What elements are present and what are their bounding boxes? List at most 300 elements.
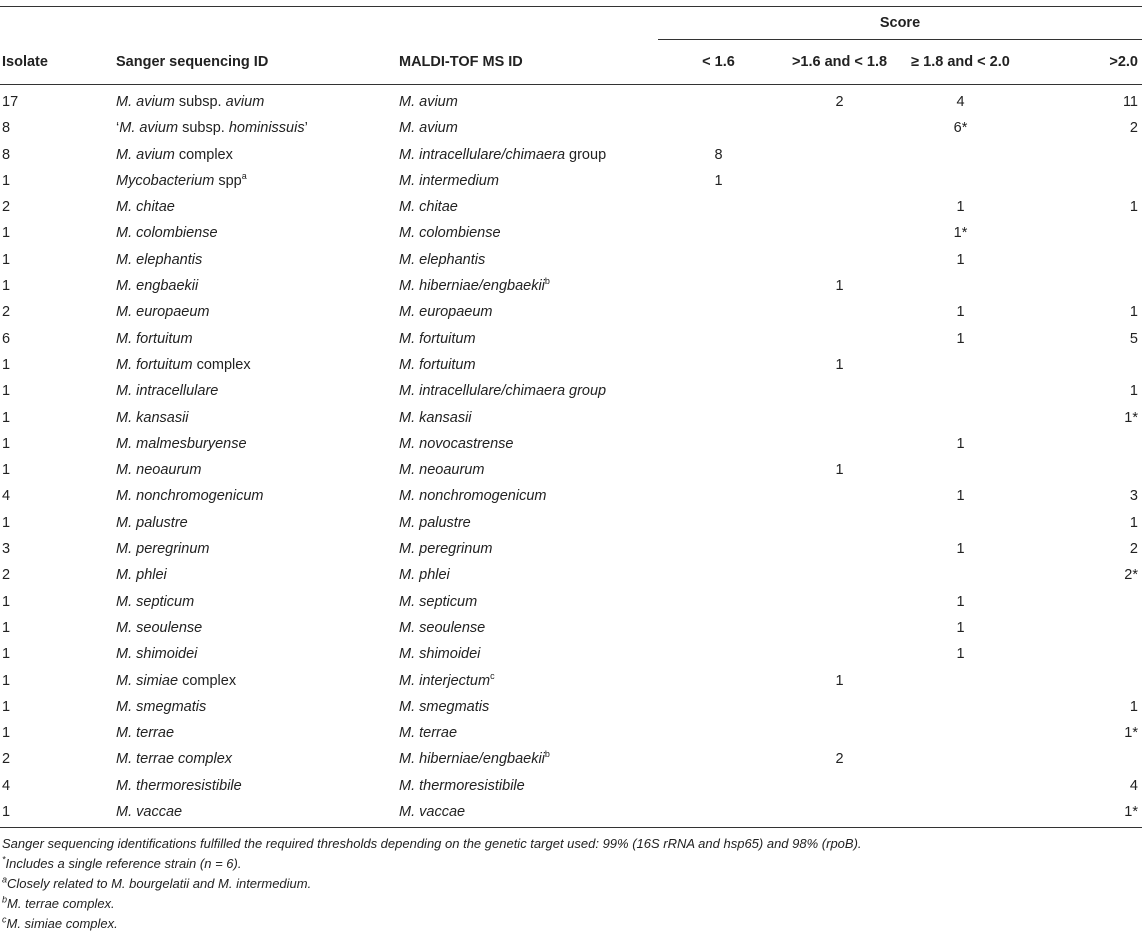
score-18-20-cell: 1 <box>956 304 965 321</box>
score-16-18-cell: 1 <box>835 462 844 479</box>
score-16-18-cell <box>779 615 900 641</box>
text-run: M. fortuitum <box>116 356 193 373</box>
isolate-cell: 4 <box>2 777 11 794</box>
table-footnotes <box>0 834 1142 934</box>
score-gt20-cell <box>1021 142 1142 168</box>
score-lt16-cell <box>658 615 779 641</box>
footnote <box>2 914 1142 934</box>
score-gt20-cell: 3 <box>1129 488 1138 505</box>
text-run: M. novocastrense <box>399 435 514 452</box>
score-gt20-cell: 1* <box>1124 409 1138 426</box>
text-run: M. chitae <box>399 199 458 216</box>
text-run: Sanger sequencing identifications fulfilled the required thresholds depending on the genetic target used: 99% (16S rRNA and hsp65) and 98% (rpoB). <box>2 836 862 852</box>
isolate-cell: 1 <box>2 251 11 268</box>
text-run: M. hiberniae/engbaekii <box>399 751 545 768</box>
isolate-cell: 1 <box>2 646 11 663</box>
score-lt16-cell: 8 <box>714 146 723 163</box>
text-run: M. phlei <box>116 567 167 584</box>
score-18-20-cell: 1 <box>956 593 965 610</box>
score-18-20-cell <box>900 746 1021 772</box>
score-lt16-cell <box>658 720 779 746</box>
text-run: M. avium <box>116 146 175 163</box>
isolate-cell: 1 <box>2 725 11 742</box>
maldi-id-cell <box>399 352 658 378</box>
score-18-20-cell: 1 <box>956 619 965 636</box>
score-18-20-cell: 1 <box>956 646 965 663</box>
score-gt20-cell: 2* <box>1124 567 1138 584</box>
sanger-id-cell <box>116 115 399 141</box>
isolate-cell: 1 <box>2 225 11 242</box>
score-lt16-cell <box>658 194 779 220</box>
table-row <box>0 562 1142 588</box>
table-row <box>0 273 1142 299</box>
text-run: M. intracellulare/chimaera group <box>399 383 607 400</box>
isolate-cell: 1 <box>2 435 11 452</box>
text-run: complex <box>174 146 233 163</box>
text-run: M. nonchromogenicum <box>116 488 264 505</box>
maldi-id-cell <box>399 746 658 772</box>
table-container <box>0 6 1142 934</box>
text-run: M. avium <box>399 120 458 137</box>
sanger-id-cell <box>116 326 399 352</box>
maldi-id-cell <box>399 720 658 746</box>
table-row <box>0 115 1142 141</box>
isolate-cell: 1 <box>2 172 11 189</box>
header-row-score <box>0 7 1142 40</box>
maldi-id-cell <box>399 589 658 615</box>
score-18-20-cell <box>900 168 1021 194</box>
identification-table <box>0 6 1142 828</box>
footnote <box>2 834 1142 854</box>
text-run: M. interjectum <box>399 672 491 689</box>
text-run: M. malmesburyense <box>116 435 247 452</box>
score-lt16-cell <box>658 641 779 667</box>
isolate-cell: 17 <box>2 94 19 110</box>
isolate-cell: 1 <box>2 698 11 715</box>
score-lt16-cell <box>658 773 779 799</box>
score-18-20-cell: 1* <box>953 225 968 242</box>
table-row <box>0 694 1142 720</box>
score-lt16-cell <box>658 431 779 457</box>
sanger-id-cell <box>116 352 399 378</box>
text-run: M. smegmatis <box>116 698 207 715</box>
isolate-cell: 3 <box>2 541 11 558</box>
text-run: subsp. <box>178 120 229 137</box>
footnote-marker: a <box>2 874 8 885</box>
score-gt20-cell: 1 <box>1129 514 1138 531</box>
score-18-20-cell <box>900 457 1021 483</box>
score-18-20-cell: 1 <box>956 251 965 268</box>
maldi-header: MALDI-TOF MS ID <box>399 53 523 70</box>
text-run: ‘ <box>116 120 120 137</box>
score-16-18-cell <box>779 142 900 168</box>
table-row <box>0 510 1142 536</box>
isolate-cell: 2 <box>2 567 11 584</box>
text-run: M. europaeum <box>116 304 210 321</box>
footnote <box>2 854 1142 874</box>
sanger-id-cell <box>116 85 399 116</box>
maldi-id-cell <box>399 85 658 116</box>
table-row <box>0 773 1142 799</box>
score-16-18-cell <box>779 405 900 431</box>
score-lt16-cell <box>658 85 779 116</box>
text-run: spp <box>214 172 242 189</box>
score-16-18-cell <box>779 641 900 667</box>
text-run: complex <box>192 356 251 373</box>
score-18-20-cell: 1 <box>956 488 965 505</box>
table-row <box>0 378 1142 404</box>
text-run: Includes a single reference strain (n = 6). <box>5 856 242 872</box>
isolate-cell: 8 <box>2 146 11 163</box>
footnote-marker: b <box>2 894 8 905</box>
isolate-cell: 4 <box>2 488 11 505</box>
score-18-20-cell <box>900 510 1021 536</box>
score-18-20-cell <box>900 405 1021 431</box>
score-lt16-cell <box>658 378 779 404</box>
score-lt16-cell <box>658 746 779 772</box>
text-run: M. neoaurum <box>116 462 202 479</box>
text-run: M. simiae complex. <box>6 916 118 932</box>
score-16-18-cell <box>779 378 900 404</box>
score-16-18-cell: 2 <box>835 751 844 768</box>
score-lt16-cell <box>658 457 779 483</box>
score-lt16-cell <box>658 562 779 588</box>
sanger-id-cell <box>116 773 399 799</box>
text-run: M. terrae <box>116 725 175 742</box>
maldi-id-cell <box>399 247 658 273</box>
text-run: M. engbaekii <box>116 278 199 295</box>
table-row <box>0 247 1142 273</box>
score-18-20-cell <box>900 668 1021 694</box>
maldi-id-cell <box>399 641 658 667</box>
text-run: M. kansasii <box>116 409 189 426</box>
score-gt20-cell <box>1021 352 1142 378</box>
text-run: M. terrae <box>399 725 458 742</box>
score-18-20-cell: 1 <box>956 330 965 347</box>
score-18-20-cell <box>900 352 1021 378</box>
score-gt20-cell <box>1021 273 1142 299</box>
score-16-18-cell <box>779 694 900 720</box>
score-gt20-cell: 1 <box>1129 199 1138 216</box>
score-gt20-cell: 1 <box>1129 698 1138 715</box>
table-row <box>0 799 1142 828</box>
table-row <box>0 668 1142 694</box>
text-run: M. peregrinum <box>116 541 210 558</box>
text-run: M. seoulense <box>116 619 203 636</box>
sanger-header: Sanger sequencing ID <box>116 53 269 70</box>
score-18-20-cell <box>900 773 1021 799</box>
text-run: M. palustre <box>116 514 188 531</box>
score-gt20-cell: 1 <box>1129 304 1138 321</box>
score-lt16-cell <box>658 352 779 378</box>
sanger-id-cell <box>116 536 399 562</box>
score-gt20-cell: 2 <box>1129 541 1138 558</box>
isolate-cell: 1 <box>2 619 11 636</box>
score-16-18-cell: 2 <box>835 94 844 110</box>
table-row <box>0 194 1142 220</box>
score-16-18-cell <box>779 799 900 828</box>
text-run: ’ <box>304 120 308 137</box>
score-18-20-cell <box>900 720 1021 746</box>
text-run: M. fortuitum <box>116 330 193 347</box>
score-gt20-cell: 1 <box>1129 383 1138 400</box>
isolate-cell: 1 <box>2 278 11 295</box>
text-run: M. intracellulare <box>116 383 219 400</box>
score-16-18-cell: 1 <box>835 356 844 373</box>
score-lt16-cell <box>658 405 779 431</box>
text-run: M. chitae <box>116 199 175 216</box>
maldi-id-cell <box>399 431 658 457</box>
text-run: M. elephantis <box>116 251 203 268</box>
score-gt20-cell <box>1021 615 1142 641</box>
score-lt16-header: < 1.6 <box>702 54 735 70</box>
isolate-cell: 1 <box>2 672 11 689</box>
maldi-id-cell <box>399 562 658 588</box>
isolate-cell: 2 <box>2 199 11 216</box>
score-lt16-cell: 1 <box>714 172 723 189</box>
isolate-cell: 1 <box>2 383 11 400</box>
maldi-id-cell <box>399 773 658 799</box>
text-run: M. shimoidei <box>399 646 481 663</box>
maldi-id-cell <box>399 457 658 483</box>
text-run: M. hiberniae/engbaekii <box>399 278 545 295</box>
isolate-cell: 6 <box>2 330 11 347</box>
score-lt16-cell <box>658 799 779 828</box>
text-run: Closely related to M. bourgelatii and M. intermedium. <box>7 876 312 892</box>
text-run: M. shimoidei <box>116 646 198 663</box>
score-16-18-cell <box>779 168 900 194</box>
score-lt16-cell <box>658 299 779 325</box>
maldi-id-cell <box>399 142 658 168</box>
text-run: M. fortuitum <box>399 356 476 373</box>
sanger-id-cell <box>116 615 399 641</box>
text-run: M. vaccae <box>116 804 183 821</box>
isolate-header: Isolate <box>2 53 48 70</box>
text-run: M. smegmatis <box>399 698 490 715</box>
score-lt16-cell <box>658 668 779 694</box>
score-16-18-cell <box>779 115 900 141</box>
text-run: M. thermoresistibile <box>399 777 525 794</box>
sanger-id-cell <box>116 273 399 299</box>
score-16-18-cell <box>779 194 900 220</box>
footnote <box>2 894 1142 914</box>
maldi-id-cell <box>399 299 658 325</box>
maldi-id-cell <box>399 273 658 299</box>
text-run: M. avium <box>119 120 179 137</box>
isolate-cell: 1 <box>2 356 11 373</box>
text-run: subsp. <box>174 94 226 110</box>
score-lt16-cell <box>658 273 779 299</box>
table-row <box>0 168 1142 194</box>
table-row <box>0 220 1142 246</box>
text-run: hominissuis <box>228 120 305 137</box>
maldi-id-cell <box>399 405 658 431</box>
score-lt16-cell <box>658 220 779 246</box>
score-16-18-cell <box>779 326 900 352</box>
isolate-cell: 1 <box>2 593 11 610</box>
text-run: M. seoulense <box>399 619 486 636</box>
score-16-18-cell <box>779 220 900 246</box>
sanger-id-cell <box>116 431 399 457</box>
score-gt20-cell <box>1021 168 1142 194</box>
maldi-id-cell <box>399 378 658 404</box>
footnote-marker: c <box>490 670 495 681</box>
maldi-id-cell <box>399 615 658 641</box>
score-18-20-cell <box>900 142 1021 168</box>
sanger-id-cell <box>116 194 399 220</box>
score-gt20-cell <box>1021 746 1142 772</box>
sanger-id-cell <box>116 220 399 246</box>
sanger-id-cell <box>116 168 399 194</box>
footnote <box>2 874 1142 894</box>
footnote-marker: c <box>2 914 7 925</box>
text-run: M. nonchromogenicum <box>399 488 547 505</box>
text-run: M. palustre <box>399 514 471 531</box>
score-16-18-header: >1.6 and < 1.8 <box>791 54 888 70</box>
table-row <box>0 536 1142 562</box>
score-gt20-header: >2.0 <box>1109 54 1138 70</box>
score-lt16-cell <box>658 536 779 562</box>
table-row <box>0 746 1142 772</box>
score-18-20-cell: 4 <box>956 94 965 110</box>
isolate-cell: 1 <box>2 804 11 821</box>
text-run: M. elephantis <box>399 251 486 268</box>
text-run: complex <box>178 672 237 689</box>
sanger-id-cell <box>116 405 399 431</box>
score-lt16-cell <box>658 247 779 273</box>
maldi-id-cell <box>399 168 658 194</box>
table-row <box>0 720 1142 746</box>
sanger-id-cell <box>116 299 399 325</box>
maldi-id-cell <box>399 115 658 141</box>
sanger-id-cell <box>116 641 399 667</box>
sanger-id-cell <box>116 510 399 536</box>
score-gt20-cell <box>1021 589 1142 615</box>
score-16-18-cell <box>779 431 900 457</box>
score-lt16-cell <box>658 589 779 615</box>
text-run: M. intracellulare/chimaera <box>399 146 566 163</box>
table-row <box>0 405 1142 431</box>
score-18-20-cell: 6* <box>953 120 968 137</box>
text-run: M. vaccae <box>399 804 466 821</box>
table-row <box>0 641 1142 667</box>
maldi-id-cell <box>399 326 658 352</box>
table-row <box>0 483 1142 509</box>
sanger-id-cell <box>116 589 399 615</box>
score-16-18-cell <box>779 536 900 562</box>
table-row <box>0 431 1142 457</box>
score-gt20-cell: 11 <box>1122 94 1138 110</box>
score-lt16-cell <box>658 483 779 509</box>
text-run: M. fortuitum <box>399 330 476 347</box>
sanger-id-cell <box>116 562 399 588</box>
score-18-20-cell <box>900 694 1021 720</box>
table-row <box>0 457 1142 483</box>
text-run: M. neoaurum <box>399 462 485 479</box>
score-gt20-cell <box>1021 457 1142 483</box>
score-16-18-cell <box>779 483 900 509</box>
text-run: avium <box>225 94 265 110</box>
score-gt20-cell <box>1021 220 1142 246</box>
footnote-marker: b <box>544 276 550 287</box>
text-run: M. thermoresistibile <box>116 777 242 794</box>
text-run: M. phlei <box>399 567 450 584</box>
text-run: M. peregrinum <box>399 541 493 558</box>
text-run: M. europaeum <box>399 304 493 321</box>
table-row <box>0 615 1142 641</box>
score-lt16-cell <box>658 115 779 141</box>
score-18-20-cell: 1 <box>956 541 965 558</box>
isolate-cell: 1 <box>2 462 11 479</box>
footnote-marker: * <box>2 854 6 865</box>
score-gt20-cell <box>1021 641 1142 667</box>
maldi-id-cell <box>399 668 658 694</box>
sanger-id-cell <box>116 378 399 404</box>
score-16-18-cell <box>779 510 900 536</box>
maldi-id-cell <box>399 220 658 246</box>
sanger-id-cell <box>116 668 399 694</box>
isolate-cell: 2 <box>2 751 11 768</box>
score-18-20-cell <box>900 273 1021 299</box>
isolate-cell: 1 <box>2 409 11 426</box>
sanger-id-cell <box>116 142 399 168</box>
text-run: M. colombiense <box>116 225 218 242</box>
score-18-20-cell <box>900 562 1021 588</box>
text-run: M. avium <box>116 94 175 110</box>
table-row <box>0 299 1142 325</box>
score-16-18-cell: 1 <box>835 278 844 295</box>
sanger-id-cell <box>116 247 399 273</box>
isolate-cell: 1 <box>2 514 11 531</box>
score-16-18-cell: 1 <box>835 672 844 689</box>
isolate-cell: 2 <box>2 304 11 321</box>
text-run: M. terrae complex. <box>7 896 115 912</box>
maldi-id-cell <box>399 536 658 562</box>
text-run: M. simiae <box>116 672 179 689</box>
sanger-id-cell <box>116 694 399 720</box>
text-run: group <box>565 146 607 163</box>
score-gt20-cell: 5 <box>1129 330 1138 347</box>
footnote-marker: b <box>544 749 550 760</box>
score-gt20-cell: 2 <box>1129 120 1138 137</box>
text-run: M. terrae complex <box>116 751 233 768</box>
maldi-id-cell <box>399 483 658 509</box>
sanger-id-cell <box>116 457 399 483</box>
score-16-18-cell <box>779 589 900 615</box>
sanger-id-cell <box>116 746 399 772</box>
header-row-columns <box>0 40 1142 85</box>
maldi-id-cell <box>399 694 658 720</box>
score-16-18-cell <box>779 720 900 746</box>
sanger-id-cell <box>116 720 399 746</box>
score-18-20-cell <box>900 378 1021 404</box>
footnote-marker: a <box>241 171 247 182</box>
maldi-id-cell <box>399 194 658 220</box>
text-run: M. kansasii <box>399 409 472 426</box>
text-run: M. colombiense <box>399 225 501 242</box>
table-row <box>0 352 1142 378</box>
table-row <box>0 589 1142 615</box>
score-16-18-cell <box>779 773 900 799</box>
text-run: Mycobacterium <box>116 172 215 189</box>
score-16-18-cell <box>779 562 900 588</box>
maldi-id-cell <box>399 510 658 536</box>
sanger-id-cell <box>116 483 399 509</box>
table-row <box>0 85 1142 116</box>
score-gt20-cell <box>1021 247 1142 273</box>
score-gt20-cell: 1* <box>1124 725 1138 742</box>
maldi-id-cell <box>399 799 658 828</box>
